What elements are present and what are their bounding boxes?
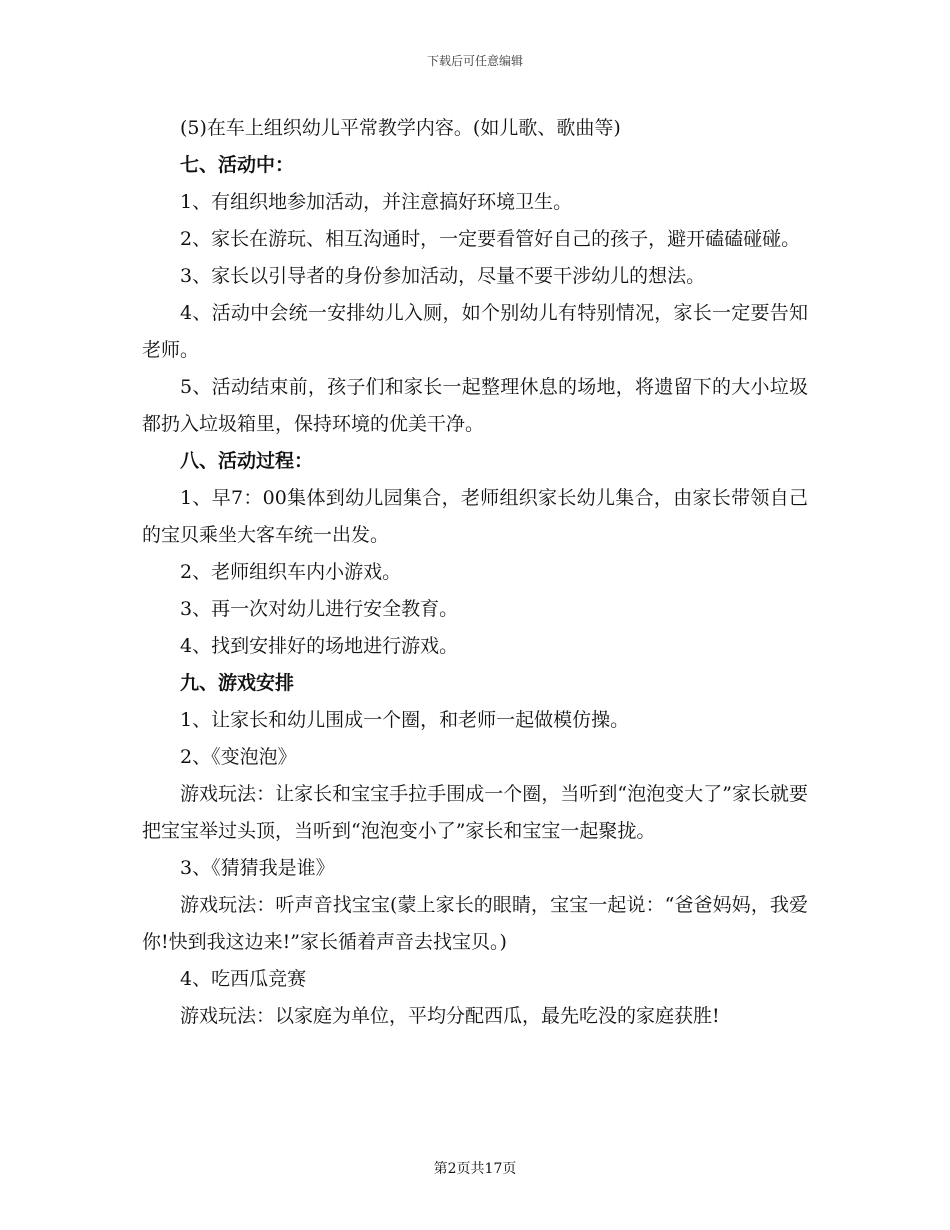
paragraph: 1、有组织地参加活动，并注意搞好环境卫生。 [180,191,573,213]
paragraph: 3、《猜猜我是谁》 [180,857,335,879]
paragraph: 3、再一次对幼儿进行安全教育。 [180,598,459,620]
paragraph: 游戏玩法：以家庭为单位，平均分配西瓜，最先吃没的家庭获胜! [180,1005,720,1027]
page-footer: 第2页共17页 [433,1161,517,1177]
document-body [142,110,808,1035]
paragraph: 4、找到安排好的场地进行游戏。 [180,635,459,657]
paragraph: (5)在车上组织幼儿平常教学内容。(如儿歌、歌曲等) [180,117,621,139]
paragraph: 游戏玩法：听声音找宝宝(蒙上家长的眼睛，宝宝一起说：“爸爸妈妈，我爱你!快到我这边来!”家长循着声音去找宝贝。) [142,894,808,953]
paragraph: 1、早7：00集体到幼儿园集合，老师组织家长幼儿集合，由家长带领自己的宝贝乘坐大客车统一出发。 [142,487,808,546]
section-heading: 七、活动中： [180,154,295,176]
paragraph: 4、吃西瓜竞赛 [180,968,307,990]
page-header: 下载后可任意编辑 [426,54,523,68]
section-heading: 九、游戏安排 [180,672,295,694]
paragraph: 游戏玩法：让家长和宝宝手拉手围成一个圈，当听到“泡泡变大了”家长就要把宝宝举过头顶，当听到“泡泡变小了”家长和宝宝一起聚拢。 [142,783,808,842]
paragraph: 2、家长在游玩、相互沟通时，一定要看管好自己的孩子，避开磕磕碰碰。 [180,228,801,250]
paragraph: 2、《变泡泡》 [180,746,297,768]
paragraph: 5、活动结束前，孩子们和家长一起整理休息的场地，将遗留下的大小垃圾都扔入垃圾箱里，保持环境的优美干净。 [142,376,808,435]
paragraph: 3、家长以引导者的身份参加活动，尽量不要干涉幼儿的想法。 [180,265,706,287]
section-heading: 八、活动过程： [180,450,314,472]
paragraph: 1、让家长和幼儿围成一个圈，和老师一起做模仿操。 [180,709,630,731]
paragraph: 2、老师组织车内小游戏。 [180,561,402,583]
paragraph: 4、活动中会统一安排幼儿入厕，如个别幼儿有特别情况，家长一定要告知老师。 [142,302,808,361]
